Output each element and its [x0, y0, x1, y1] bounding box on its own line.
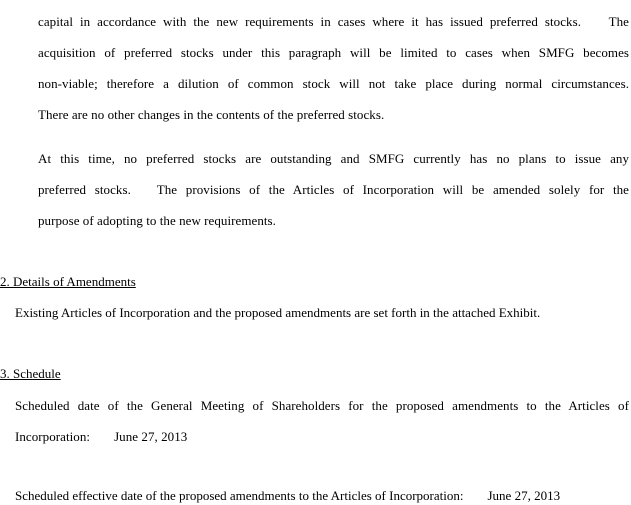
paragraph-line: There are no other changes in the contents of the preferred stocks.	[38, 107, 385, 122]
details-of-amendments-text: Existing Articles of Incorporation and the proposed amendments are set forth in the attached Exhibit.	[15, 305, 541, 320]
incorporation-label: Incorporation:	[15, 429, 91, 444]
paragraph-line: non-viable; therefore a dilution of common stock will not take place during normal circumstances.	[38, 76, 629, 91]
paragraph-line: At this time, no preferred stocks are outstanding and SMFG currently has no plans to issue any	[38, 151, 629, 166]
effective-date-label: Scheduled effective date of the proposed amendments to the Articles of Incorporation:	[15, 488, 464, 503]
schedule-meeting-paragraph	[15, 390, 629, 452]
effective-date-line	[15, 488, 560, 504]
section-heading-details-of-amendments: 2. Details of Amendments	[0, 274, 136, 289]
paragraph-line	[15, 421, 629, 452]
effective-date: June 27, 2013	[487, 488, 561, 503]
paragraph-line: purpose of adopting to the new requirements.	[38, 213, 276, 228]
no-outstanding-stocks-paragraph	[38, 143, 629, 236]
paragraph-line: acquisition of preferred stocks under this paragraph will be limited to cases when SMFG becomes	[38, 45, 629, 60]
section-heading-schedule: 3. Schedule	[0, 366, 61, 381]
paragraph-line: capital in accordance with the new requirements in cases where it has issued preferred stocks. The	[38, 14, 629, 29]
preferred-stock-paragraph	[38, 6, 629, 130]
paragraph-line: Scheduled date of the General Meeting of Shareholders for the proposed amendments to the Articles of	[15, 398, 629, 413]
paragraph-line: preferred stocks. The provisions of the Articles of Incorporation will be amended solely for the	[38, 182, 629, 197]
meeting-date: June 27, 2013	[114, 429, 188, 444]
